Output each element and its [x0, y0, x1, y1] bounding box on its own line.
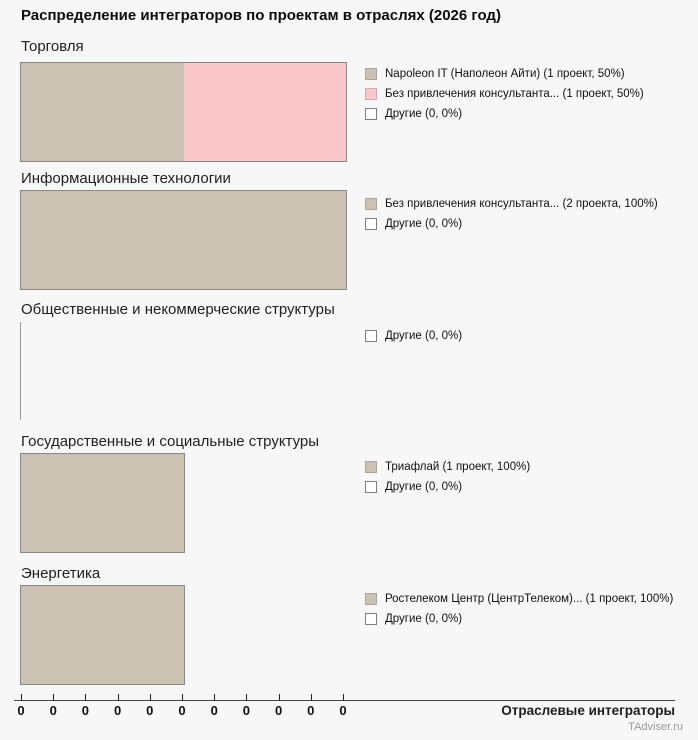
x-axis-tick [53, 694, 54, 701]
industry-label: Энергетика [21, 565, 101, 582]
x-axis-tick-label: 0 [17, 703, 25, 718]
legend-item [365, 477, 530, 497]
x-axis-tick-label: 0 [210, 703, 218, 718]
legend [365, 64, 644, 124]
x-axis-tick [214, 694, 215, 701]
legend-label: Napoleon IT (Наполеон Айти) (1 проект, 50%) [385, 68, 625, 80]
x-axis-label: Отраслевые интеграторы [501, 703, 675, 718]
legend-item [365, 457, 530, 477]
legend-label: Другие (0, 0%) [385, 481, 463, 493]
industry-bar [20, 62, 347, 162]
legend-item [365, 194, 658, 214]
watermark: TAdviser.ru [628, 721, 683, 733]
legend-swatch [365, 613, 377, 625]
x-axis-line [14, 700, 675, 701]
legend-swatch [365, 481, 377, 493]
legend-label: Другие (0, 0%) [385, 613, 463, 625]
legend-label: Другие (0, 0%) [385, 108, 463, 120]
bar-segment [21, 191, 346, 289]
legend-item [365, 64, 644, 84]
x-axis-tick [343, 694, 344, 701]
x-axis-tick-label: 0 [242, 703, 250, 718]
legend-swatch [365, 198, 377, 210]
x-axis-tick-label: 0 [307, 703, 315, 718]
x-axis-tick [279, 694, 280, 701]
legend-label: Без привлечения консультанта... (1 проект, 50%) [385, 88, 644, 100]
legend-item [365, 326, 462, 346]
legend-swatch [365, 593, 377, 605]
x-axis-tick-label: 0 [178, 703, 186, 718]
x-axis-tick-label: 0 [49, 703, 57, 718]
legend-label: Ростелеком Центр (ЦентрТелеком)... (1 проект, 100%) [385, 593, 674, 605]
x-axis-tick [246, 694, 247, 701]
legend [365, 194, 658, 234]
legend-label: Другие (0, 0%) [385, 218, 463, 230]
legend-swatch [365, 218, 377, 230]
industry-bar [20, 322, 21, 420]
industry-label: Информационные технологии [21, 170, 231, 187]
legend-item [365, 609, 673, 629]
legend-swatch [365, 108, 377, 120]
legend-swatch [365, 68, 377, 80]
industry-bar [20, 453, 185, 553]
industry-bar [20, 190, 347, 290]
legend-item [365, 104, 644, 124]
x-axis-tick-label: 0 [113, 703, 122, 718]
industry-bar [20, 585, 185, 685]
x-axis-tick [21, 694, 22, 701]
legend-swatch [365, 88, 377, 100]
x-axis-tick [182, 694, 183, 701]
bar-segment [21, 63, 184, 161]
legend-label: Без привлечения консультанта... (2 проекта, 100%) [385, 198, 658, 210]
industry-label: Общественные и некоммерческие структуры [21, 301, 335, 318]
industry-label: Государственные и социальные структуры [21, 433, 320, 450]
bar-segment [21, 586, 184, 684]
x-axis-tick-label: 0 [146, 703, 154, 718]
x-axis-tick-label: 0 [81, 703, 89, 718]
x-axis-tick [150, 694, 151, 701]
x-axis-tick [118, 694, 119, 701]
legend [365, 589, 673, 629]
x-axis-tick [85, 694, 86, 701]
legend-label: Другие (0, 0%) [385, 330, 463, 342]
x-axis-tick-label: 0 [274, 703, 283, 718]
legend [365, 326, 462, 346]
legend [365, 457, 530, 497]
bar-segment [21, 454, 184, 552]
legend-item [365, 214, 658, 234]
legend-swatch [365, 461, 377, 473]
chart-title: Распределение интеграторов по проектам в отраслях (2026 год) [21, 7, 501, 24]
legend-label: Триафлай (1 проект, 100%) [385, 461, 531, 473]
industry-label: Торговля [21, 38, 84, 55]
bar-segment [184, 63, 347, 161]
legend-item [365, 589, 673, 609]
x-axis-tick [311, 694, 312, 701]
legend-swatch [365, 330, 377, 342]
legend-item [365, 84, 644, 104]
x-axis-tick-label: 0 [339, 703, 347, 718]
